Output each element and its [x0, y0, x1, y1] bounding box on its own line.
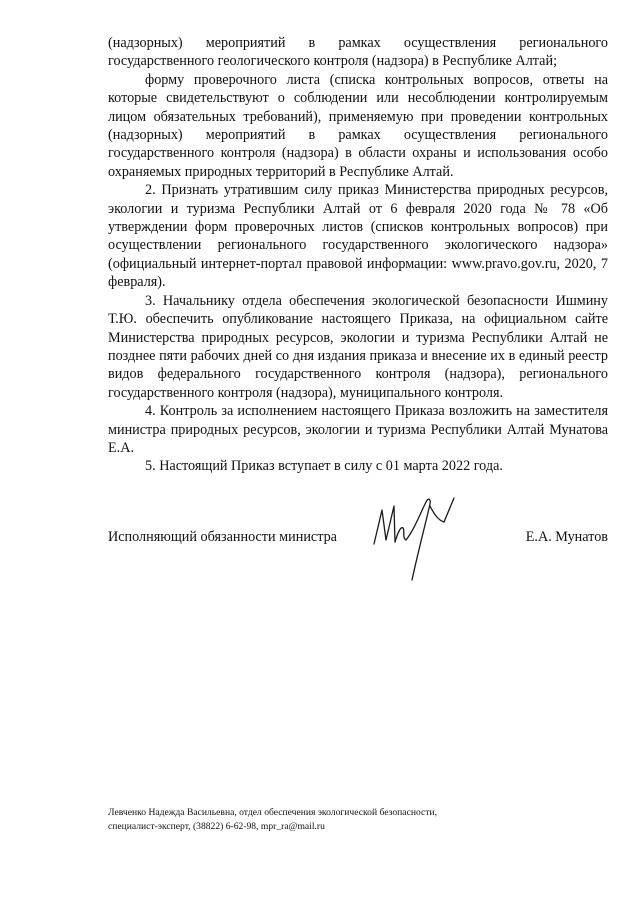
paragraph-continuation: (надзорных) мероприятий в рамках осуществления регионального государственного геологического контроля (надзора) в Республике Алтай; [108, 35, 608, 70]
signer-name: Е.А. Мунатов [525, 529, 608, 545]
document-body [108, 34, 608, 476]
paragraph-checklist-form: форму проверочного листа (списка контрольных вопросов, ответы на которые свидетельствуют о соблюдении или несоблюдении контролируемым лицом обязательных требований), применяемую при проведении контрольных (надзорных) мероприятий в рамках осуществления регионального государственного контроля (надзора) в области охраны и использования особо охраняемых природных территорий в Республике Алтай. [108, 71, 608, 180]
executor-contact-line: специалист-эксперт, (38822) 6-62-98, mpr_ra@mail.ru [108, 821, 325, 832]
executor-line: Левченко Надежда Васильевна, отдел обеспечения экологической безопасности, [108, 807, 437, 818]
signer-position: Исполняющий обязанности министра [108, 529, 337, 545]
paragraph-item-2: 2. Признать утратившим силу приказ Министерства природных ресурсов, экологии и туризма Республики Алтай от 6 февраля 2020 года № 78 «Об утверждении форм проверочных листов (списков контрольных вопросов) при осуществлении регионального государственного экологического надзора» (официальный интернет-портал правовой информации: www.pravo.gov.ru, 2020, 7 февраля). [108, 182, 608, 291]
paragraph-item-4: 4. Контроль за исполнением настоящего Приказа возложить на заместителя министра природных ресурсов, экологии и туризма Республики Алтай Мунатова Е.А. [108, 403, 608, 456]
paragraph-item-5: 5. Настоящий Приказ вступает в силу с 01 марта 2022 года. [145, 458, 503, 475]
handwritten-signature [368, 492, 458, 584]
document-footer [108, 806, 528, 834]
signature-block [108, 528, 608, 548]
paragraph-item-3: 3. Начальнику отдела обеспечения экологической безопасности Ишмину Т.Ю. обеспечить опубликование настоящего Приказа, на официальном сайте Министерства природных ресурсов, экологии и туризма Республики Алтай не позднее пяти рабочих дней со дня издания приказа и внесение их в единый реестр видов федерального государственного контроля (надзора), регионального государственного контроля (надзора), муниципального контроля. [108, 292, 608, 401]
